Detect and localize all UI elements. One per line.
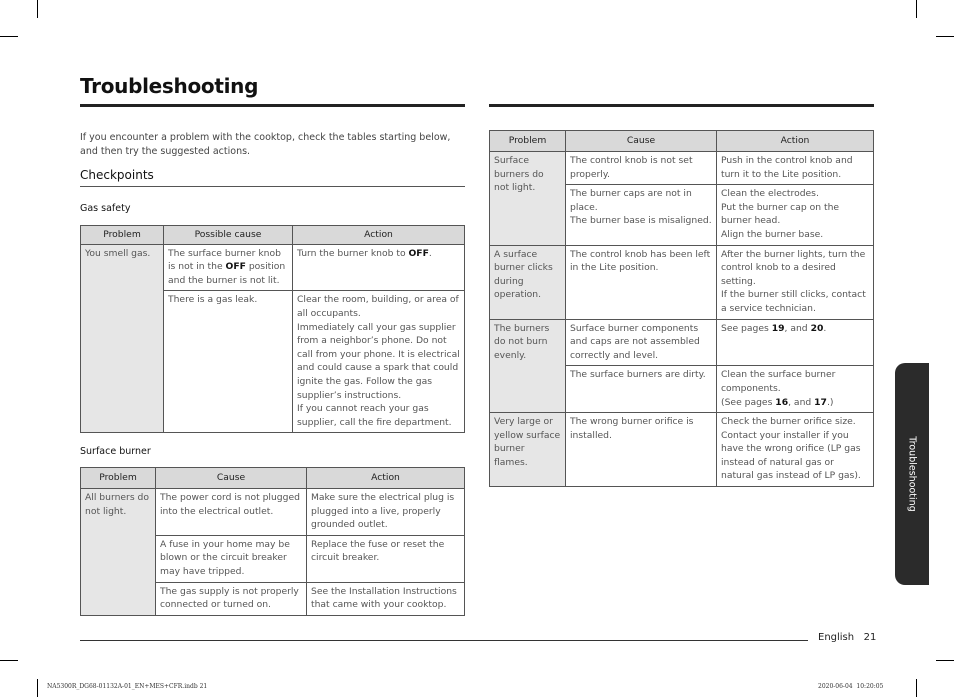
problem-cell: The burners do not burn evenly. bbox=[490, 319, 566, 413]
cause-cell: The wrong burner orifice is installed. bbox=[566, 413, 717, 487]
table-row bbox=[81, 489, 465, 536]
action-cell: Clean the electrodes. Put the burner cap on the burner head. Align the burner base. bbox=[717, 185, 874, 245]
page-title: Troubleshooting bbox=[80, 74, 259, 98]
footer-rule bbox=[80, 640, 808, 641]
header-problem: Problem bbox=[81, 468, 156, 489]
crop-mark bbox=[37, 0, 38, 18]
crop-mark bbox=[0, 660, 18, 661]
action-cell: Push in the control knob and turn it to the Lite position. bbox=[717, 152, 874, 185]
header-cause: Possible cause bbox=[164, 226, 293, 245]
cause-cell: The gas supply is not properly connected or turned on. bbox=[156, 582, 307, 615]
table-header-row bbox=[490, 131, 874, 152]
header-cause: Cause bbox=[156, 468, 307, 489]
surface-burner-heading: Surface burner bbox=[80, 446, 151, 457]
header-action: Action bbox=[293, 226, 465, 245]
problem-cell: Surface burners do not light. bbox=[490, 152, 566, 246]
cause-cell: The control knob is not set properly. bbox=[566, 152, 717, 185]
header-cause: Cause bbox=[566, 131, 717, 152]
burner-troubleshooting-table bbox=[489, 130, 874, 487]
action-cell: See the Installation Instructions that came with your cooktop. bbox=[307, 582, 465, 615]
footer-language: English bbox=[818, 632, 855, 643]
problem-cell: You smell gas. bbox=[81, 244, 164, 433]
gas-safety-heading: Gas safety bbox=[80, 203, 131, 214]
problem-cell: A surface burner clicks during operation. bbox=[490, 245, 566, 319]
action-cell: After the burner lights, turn the control knob to a desired setting. If the burner still clicks, contact a service technician. bbox=[717, 245, 874, 319]
title-rule-right bbox=[489, 104, 874, 107]
cause-cell: The surface burner knob is not in the OFF position and the burner is not lit. bbox=[164, 244, 293, 291]
table-row bbox=[490, 319, 874, 366]
table-row bbox=[490, 245, 874, 319]
section-rule bbox=[80, 186, 465, 187]
print-slug-left: NA5300R_DG68-01132A-01_EN+MES+CFR.indb 21 bbox=[47, 683, 208, 690]
action-cell: Clean the surface burner components. (See pages 16, and 17.) bbox=[717, 366, 874, 413]
action-cell: Replace the fuse or reset the circuit breaker. bbox=[307, 535, 465, 582]
table-row bbox=[490, 413, 874, 487]
action-cell: Clear the room, building, or area of all occupants. Immediately call your gas supplier from a neighbor’s phone. Do not call from your phone. It is electrical and could cause a spark that could ignite the gas. Follow the gas supplier’s instructions. If you cannot reach your gas supplier, call the fire department. bbox=[293, 291, 465, 433]
crop-mark bbox=[916, 0, 917, 18]
action-cell: Make sure the electrical plug is plugged into a live, properly grounded outlet. bbox=[307, 489, 465, 536]
action-cell: Check the burner orifice size. Contact your installer if you have the wrong orifice (LP gas instead of natural gas or natural gas instead of LP gas). bbox=[717, 413, 874, 487]
print-slug-right: 2020-06-04 ￼ 10:20:05 bbox=[818, 683, 884, 690]
cause-cell: The power cord is not plugged into the electrical outlet. bbox=[156, 489, 307, 536]
cause-cell: The burner caps are not in place. The burner base is misaligned. bbox=[566, 185, 717, 245]
table-header-row bbox=[81, 468, 465, 489]
problem-cell: Very large or yellow surface burner flames. bbox=[490, 413, 566, 487]
footer-page-number: 21 bbox=[863, 632, 877, 643]
intro-text: If you encounter a problem with the cooktop, check the tables starting below, and then try the suggested actions. bbox=[80, 132, 451, 157]
action-cell: See pages 19, and 20. bbox=[717, 319, 874, 366]
cause-cell: The surface burners are dirty. bbox=[566, 366, 717, 413]
header-problem: Problem bbox=[490, 131, 566, 152]
surface-burner-table bbox=[80, 467, 465, 616]
cause-cell: There is a gas leak. bbox=[164, 291, 293, 433]
crop-mark bbox=[37, 679, 38, 697]
header-action: Action bbox=[717, 131, 874, 152]
crop-mark bbox=[0, 36, 18, 37]
side-tab-label: Troubleshooting bbox=[906, 436, 918, 512]
problem-cell: All burners do not light. bbox=[81, 489, 156, 616]
gas-safety-table bbox=[80, 225, 465, 433]
cause-cell: A fuse in your home may be blown or the circuit breaker may have tripped. bbox=[156, 535, 307, 582]
footer bbox=[818, 632, 876, 643]
crop-mark bbox=[936, 660, 954, 661]
header-problem: Problem bbox=[81, 226, 164, 245]
title-rule-left bbox=[80, 104, 465, 107]
section-heading: Checkpoints bbox=[80, 168, 154, 182]
cause-cell: The control knob has been left in the Lite position. bbox=[566, 245, 717, 319]
crop-mark bbox=[936, 36, 954, 37]
table-row bbox=[81, 244, 465, 291]
table-header-row bbox=[81, 226, 465, 245]
action-cell: Turn the burner knob to OFF. bbox=[293, 244, 465, 291]
cause-cell: Surface burner components and caps are not assembled correctly and level. bbox=[566, 319, 717, 366]
table-row bbox=[490, 152, 874, 185]
header-action: Action bbox=[307, 468, 465, 489]
crop-mark bbox=[916, 679, 917, 697]
